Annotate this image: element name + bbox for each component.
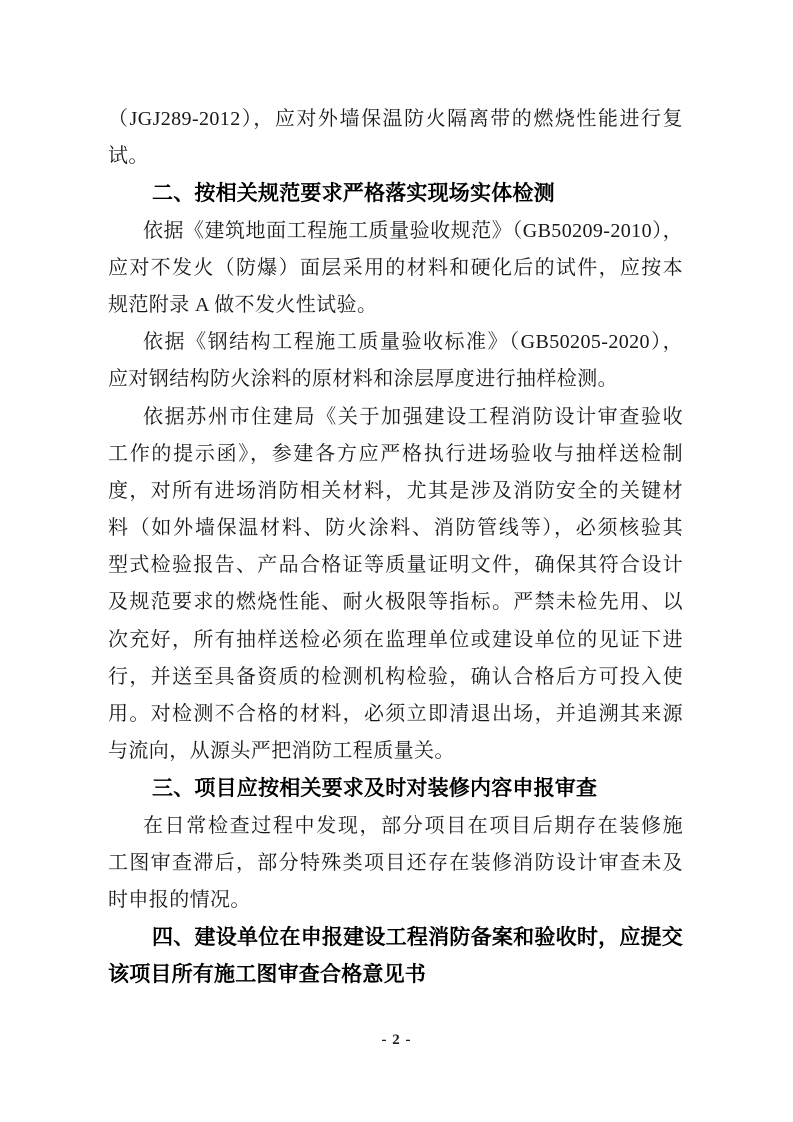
text-line: 用。对检测不合格的材料，必须立即清退出场，并追溯其来源: [108, 703, 683, 725]
section-4-heading: [108, 919, 683, 993]
text-line: 时申报的情况。: [108, 888, 251, 911]
page-footer: [0, 1031, 793, 1049]
text-line: 工作的提示函》，参建各方应严格执行进场验收与抽样送检制: [108, 442, 683, 465]
para-gb50205: [108, 324, 683, 398]
text-line: 度，对所有进场消防相关材料，尤其是涉及消防安全的关键材: [108, 479, 683, 502]
text-line: 次充好，所有抽样送检必须在监理单位或建设单位的见证下进: [108, 628, 683, 651]
text-line: 应对钢结构防火涂料的原材料和涂层厚度进行抽样检测。: [108, 368, 618, 391]
page-number: - 2 -: [381, 1032, 412, 1048]
text-line: 应对不发火（防爆）面层采用的材料和硬化后的试件，应按本: [108, 256, 683, 279]
text-line: 该项目所有施工图审查合格意见书: [108, 963, 426, 987]
text-line: 在日常检查过程中发现，部分项目在项目后期存在装修施: [143, 814, 683, 837]
para-gb50209: [108, 213, 683, 325]
text-line: 行，并送至具备资质的检测机构检验，确认合格后方可投入使: [108, 665, 683, 688]
text-line: 与流向，从源头严把消防工程质量关。: [108, 740, 455, 763]
text-line: 工图审查滞后，部分特殊类项目还存在装修消防设计审查未及: [108, 851, 683, 874]
text-line: 依据《建筑地面工程施工质量验收规范》（GB50209-2010），: [143, 219, 683, 242]
text-line: 四、建设单位在申报建设工程消防备案和验收时，应提交: [152, 926, 683, 950]
text-line: 三、项目应按相关要求及时对装修内容申报审查: [152, 777, 598, 801]
text-line: 试。: [108, 145, 149, 168]
document-body: [108, 101, 683, 994]
text-line: 依据《钢结构工程施工质量验收标准》（GB50205-2020），: [143, 331, 683, 354]
text-line: 规范附录 A 做不发火性试验。: [108, 293, 378, 316]
text-line: 料（如外墙保温材料、防火涂料、消防管线等），必须核验其: [108, 517, 683, 540]
section-2-heading: [108, 175, 683, 212]
text-line: （JGJ289-2012），应对外墙保温防火隔离带的燃烧性能进行复: [108, 108, 683, 130]
section-3-heading: [108, 770, 683, 807]
para-jgj-continuation: [108, 101, 683, 175]
text-line: 依据苏州市住建局《关于加强建设工程消防设计审查验收: [143, 405, 683, 428]
para-daily-inspection: [108, 808, 683, 920]
text-line: 及规范要求的燃烧性能、耐火极限等指标。严禁未检先用、以: [108, 591, 683, 614]
text-line: 型式检验报告、产品合格证等质量证明文件，确保其符合设计: [108, 554, 683, 577]
para-suzhou-zhujianju: [108, 399, 683, 771]
text-line: 二、按相关规范要求严格落实现场实体检测: [152, 182, 555, 206]
